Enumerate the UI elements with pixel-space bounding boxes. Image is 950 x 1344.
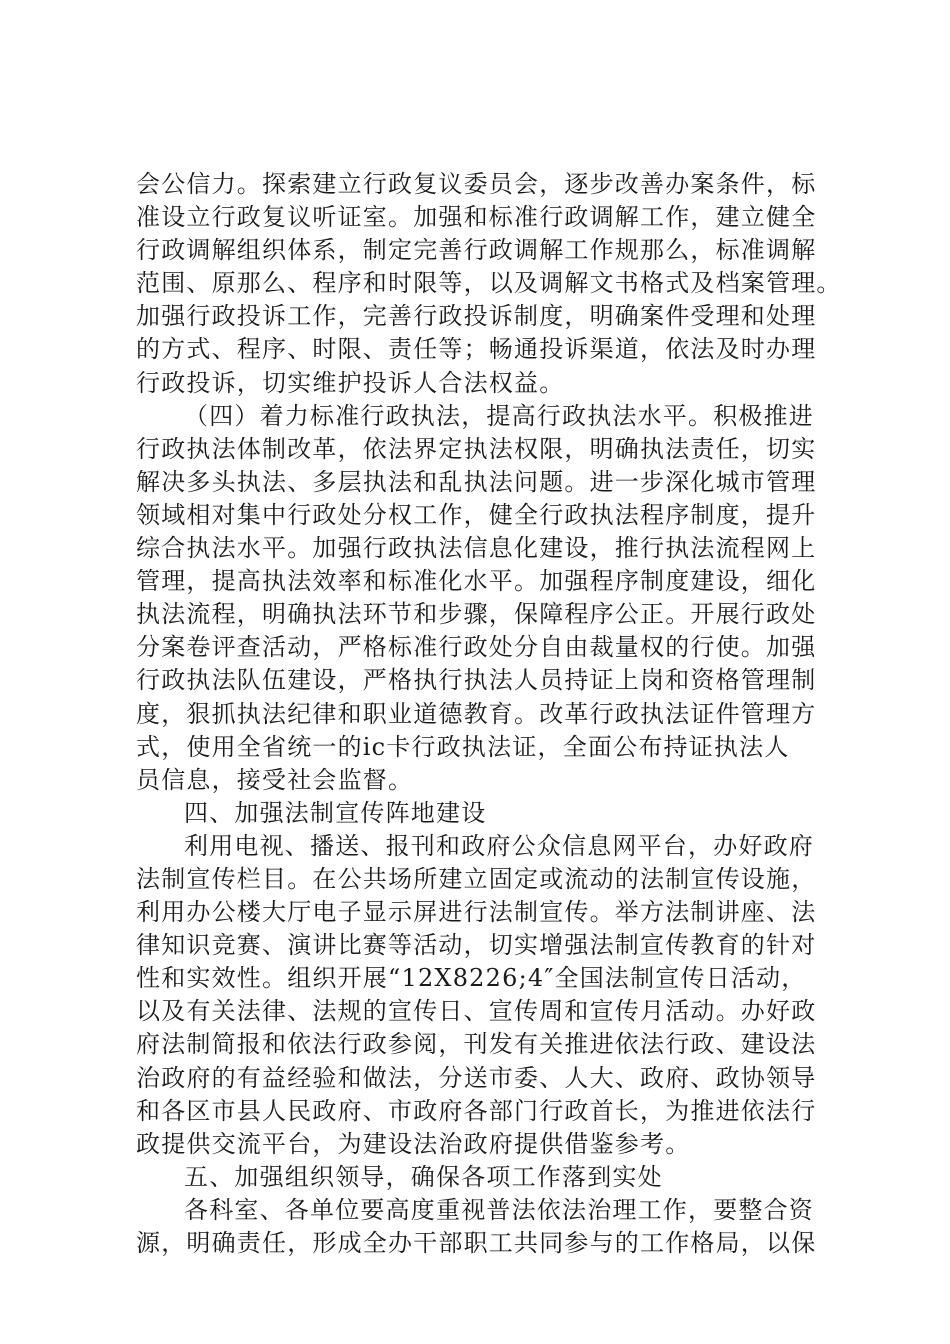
text-line: 执法流程，明确执法环节和步骤，保障程序公正。开展行政处 <box>136 600 817 629</box>
heading-text: 五、加强组织领导，确保各项工作落到实处 <box>184 1162 663 1191</box>
heading-text: 四、加强法制宣传阵地建设 <box>184 798 487 827</box>
text-line-first: 各科室、各单位要高度重视普法依法治理工作，要整合资 <box>184 1195 814 1224</box>
text-line: 范围、原那么、程序和时限等，以及调解文书格式及档案管理。 <box>136 269 842 298</box>
text-line: 加强行政投诉工作，完善行政投诉制度，明确案件受理和处理 <box>136 302 817 331</box>
text-line: 领域相对集中行政处分权工作，健全行政执法程序制度，提升 <box>136 500 817 529</box>
text-line: 分案卷评查活动，严格标准行政处分自由裁量权的行使。加强 <box>136 633 817 662</box>
text-line: 行政投诉，切实维护投诉人合法权益。 <box>136 368 565 397</box>
text-line: 解决多头执法、多层执法和乱执法问题。进一步深化城市管理 <box>136 467 817 496</box>
section-heading-organization-leadership <box>136 1161 836 1194</box>
text-line: 法制宣传栏目。在公共场所建立固定或流动的法制宣传设施， <box>136 864 817 893</box>
text-line: 利用办公楼大厅电子显示屏进行法制宣传。举方法制讲座、法 <box>136 898 817 927</box>
text-line: 和各区市县人民政府、市政府各部门行政首长，为推进依法行 <box>136 1096 817 1125</box>
text-line: 政提供交流平台，为建设法治政府提供借鉴参考。 <box>136 1129 691 1158</box>
document-body <box>136 168 842 1260</box>
text-line: 准设立行政复议听证室。加强和标准行政调解工作，建立健全 <box>136 203 817 232</box>
text-line: 行政调解组织体系，制定完善行政调解工作规那么，标准调解 <box>136 236 817 265</box>
text-line: 行政执法队伍建设，严格执行执法人员持证上岗和资格管理制 <box>136 666 817 695</box>
paragraph-organization-leadership <box>136 1194 836 1260</box>
text-line: 律知识竞赛、演讲比赛等活动，切实增强法制宣传教育的针对 <box>136 931 817 960</box>
paragraph-administrative-review <box>136 168 842 400</box>
text-line-first: 利用电视、播送、报刊和政府公众信息网平台，办好政府 <box>184 831 814 860</box>
text-line: 会公信力。探索建立行政复议委员会，逐步改善办案条件，标 <box>136 170 817 198</box>
text-line: 综合执法水平。加强行政执法信息化建设，推行执法流程网上 <box>136 534 817 563</box>
text-line: 性和实效性。组织开展“12X8226;4″全国法制宣传日活动， <box>136 964 807 993</box>
section-heading-legal-publicity <box>136 797 836 830</box>
text-line: 员信息，接受社会监督。 <box>136 765 414 794</box>
text-line: 管理，提高执法效率和标准化水平。加强程序制度建设，细化 <box>136 567 817 596</box>
text-line-first: （四）着力标准行政执法，提高行政执法水平。积极推进 <box>184 401 814 430</box>
text-line: 府法制简报和依法行政参阅，刊发有关推进依法行政、建设法 <box>136 1030 817 1059</box>
text-line: 度，狠抓执法纪律和职业道德教育。改革行政执法证件管理方 <box>136 699 817 728</box>
text-line: 行政执法体制改革，依法界定执法权限，明确执法责任，切实 <box>136 434 817 463</box>
text-line: 的方式、程序、时限、责任等；畅通投诉渠道，依法及时办理 <box>136 335 817 364</box>
text-line: 源，明确责任，形成全办干部职工共同参与的工作格局，以保 <box>136 1229 817 1257</box>
paragraph-legal-publicity <box>136 830 836 1161</box>
paragraph-administrative-enforcement <box>136 400 836 797</box>
text-line: 以及有关法律、法规的宣传日、宣传周和宣传月活动。办好政 <box>136 997 817 1026</box>
text-line: 式，使用全省统一的ic卡行政执法证，全面公布持证执法人 <box>136 732 790 761</box>
text-line: 治政府的有益经验和做法，分送市委、人大、政府、政协领导 <box>136 1063 817 1092</box>
